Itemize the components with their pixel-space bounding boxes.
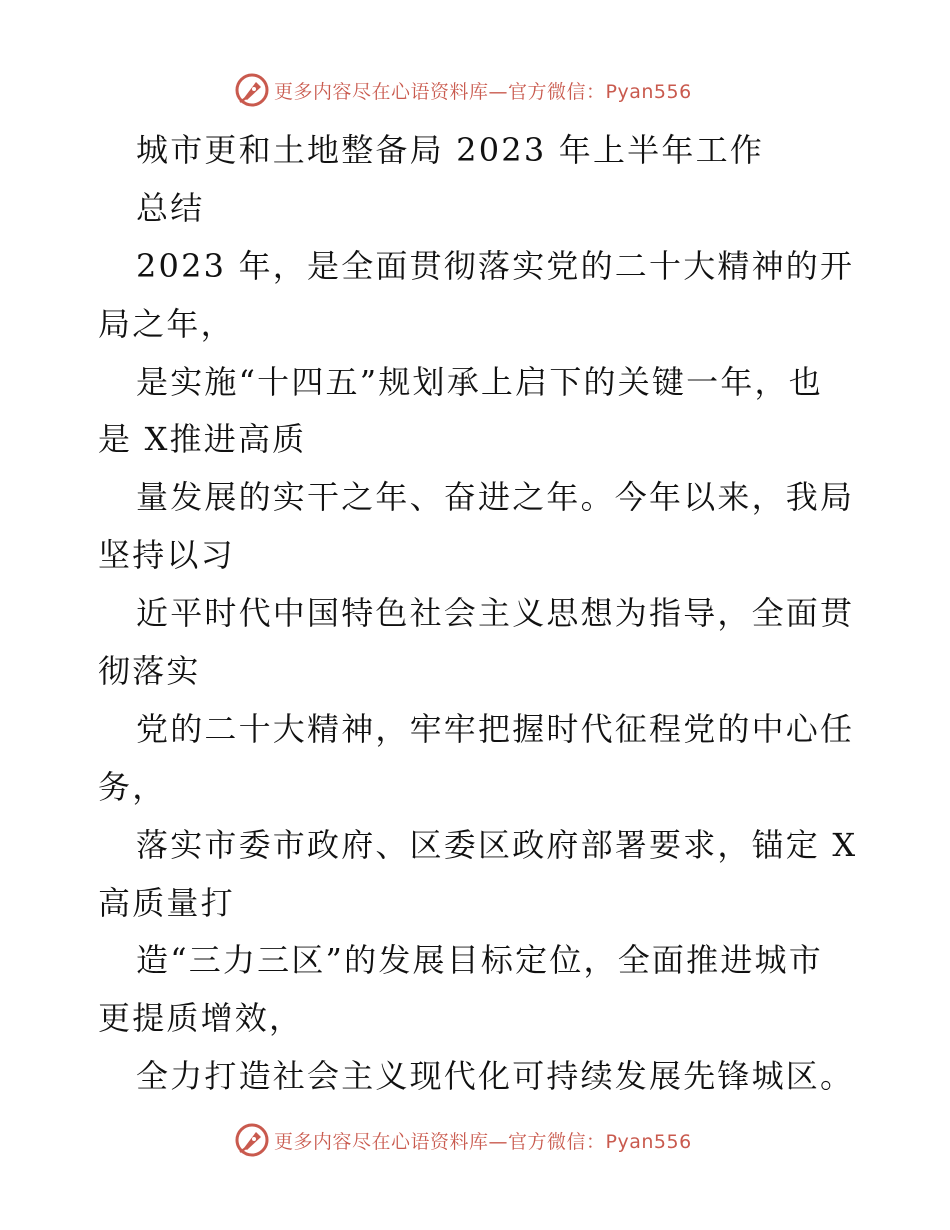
document-title-line-2: 总结 <box>136 188 205 227</box>
paragraph-line: 局之年， <box>98 304 235 343</box>
paragraph-line: 党的二十大精神，牢牢把握时代征程党的中心任 <box>136 709 855 748</box>
document-body <box>98 122 858 1106</box>
pen-nib-circle-icon <box>234 1122 270 1158</box>
paragraph-line: 2023 年，是全面贯彻落实党的二十大精神的开 <box>136 246 855 285</box>
paragraph-line: 务， <box>98 767 167 806</box>
paragraph-line: 高质量打 <box>98 883 235 922</box>
document-title-line-1: 城市更和土地整备局 2023 年上半年工作 <box>136 131 764 169</box>
paragraph-line: 是实施“十四五”规划承上启下的关键一年，也 <box>136 362 823 401</box>
paragraph-line: 造“三力三区”的发展目标定位，全面推进城市 <box>136 941 823 980</box>
watermark-header <box>234 70 692 110</box>
watermark-footer <box>234 1120 692 1160</box>
paragraph-line: 彻落实 <box>98 652 201 691</box>
watermark-text: 更多内容尽在心语资料库—官方微信：Pyan556 <box>274 1130 692 1153</box>
paragraph-line: 坚持以习 <box>98 536 235 575</box>
watermark-text: 更多内容尽在心语资料库—官方微信：Pyan556 <box>274 80 692 103</box>
paragraph-line: 量发展的实干之年、奋进之年。今年以来，我局 <box>136 478 855 517</box>
pen-nib-circle-icon <box>234 72 270 108</box>
paragraph-line: 是 X推进高质 <box>98 420 307 459</box>
paragraph-line: 更提质增效， <box>98 999 304 1038</box>
paragraph-line: 近平时代中国特色社会主义思想为指导，全面贯 <box>136 594 855 633</box>
paragraph-line: 落实市委市政府、区委区政府部署要求，锚定 X <box>136 825 858 864</box>
paragraph-line: 全力打造社会主义现代化可持续发展先锋城区。 <box>136 1057 855 1096</box>
